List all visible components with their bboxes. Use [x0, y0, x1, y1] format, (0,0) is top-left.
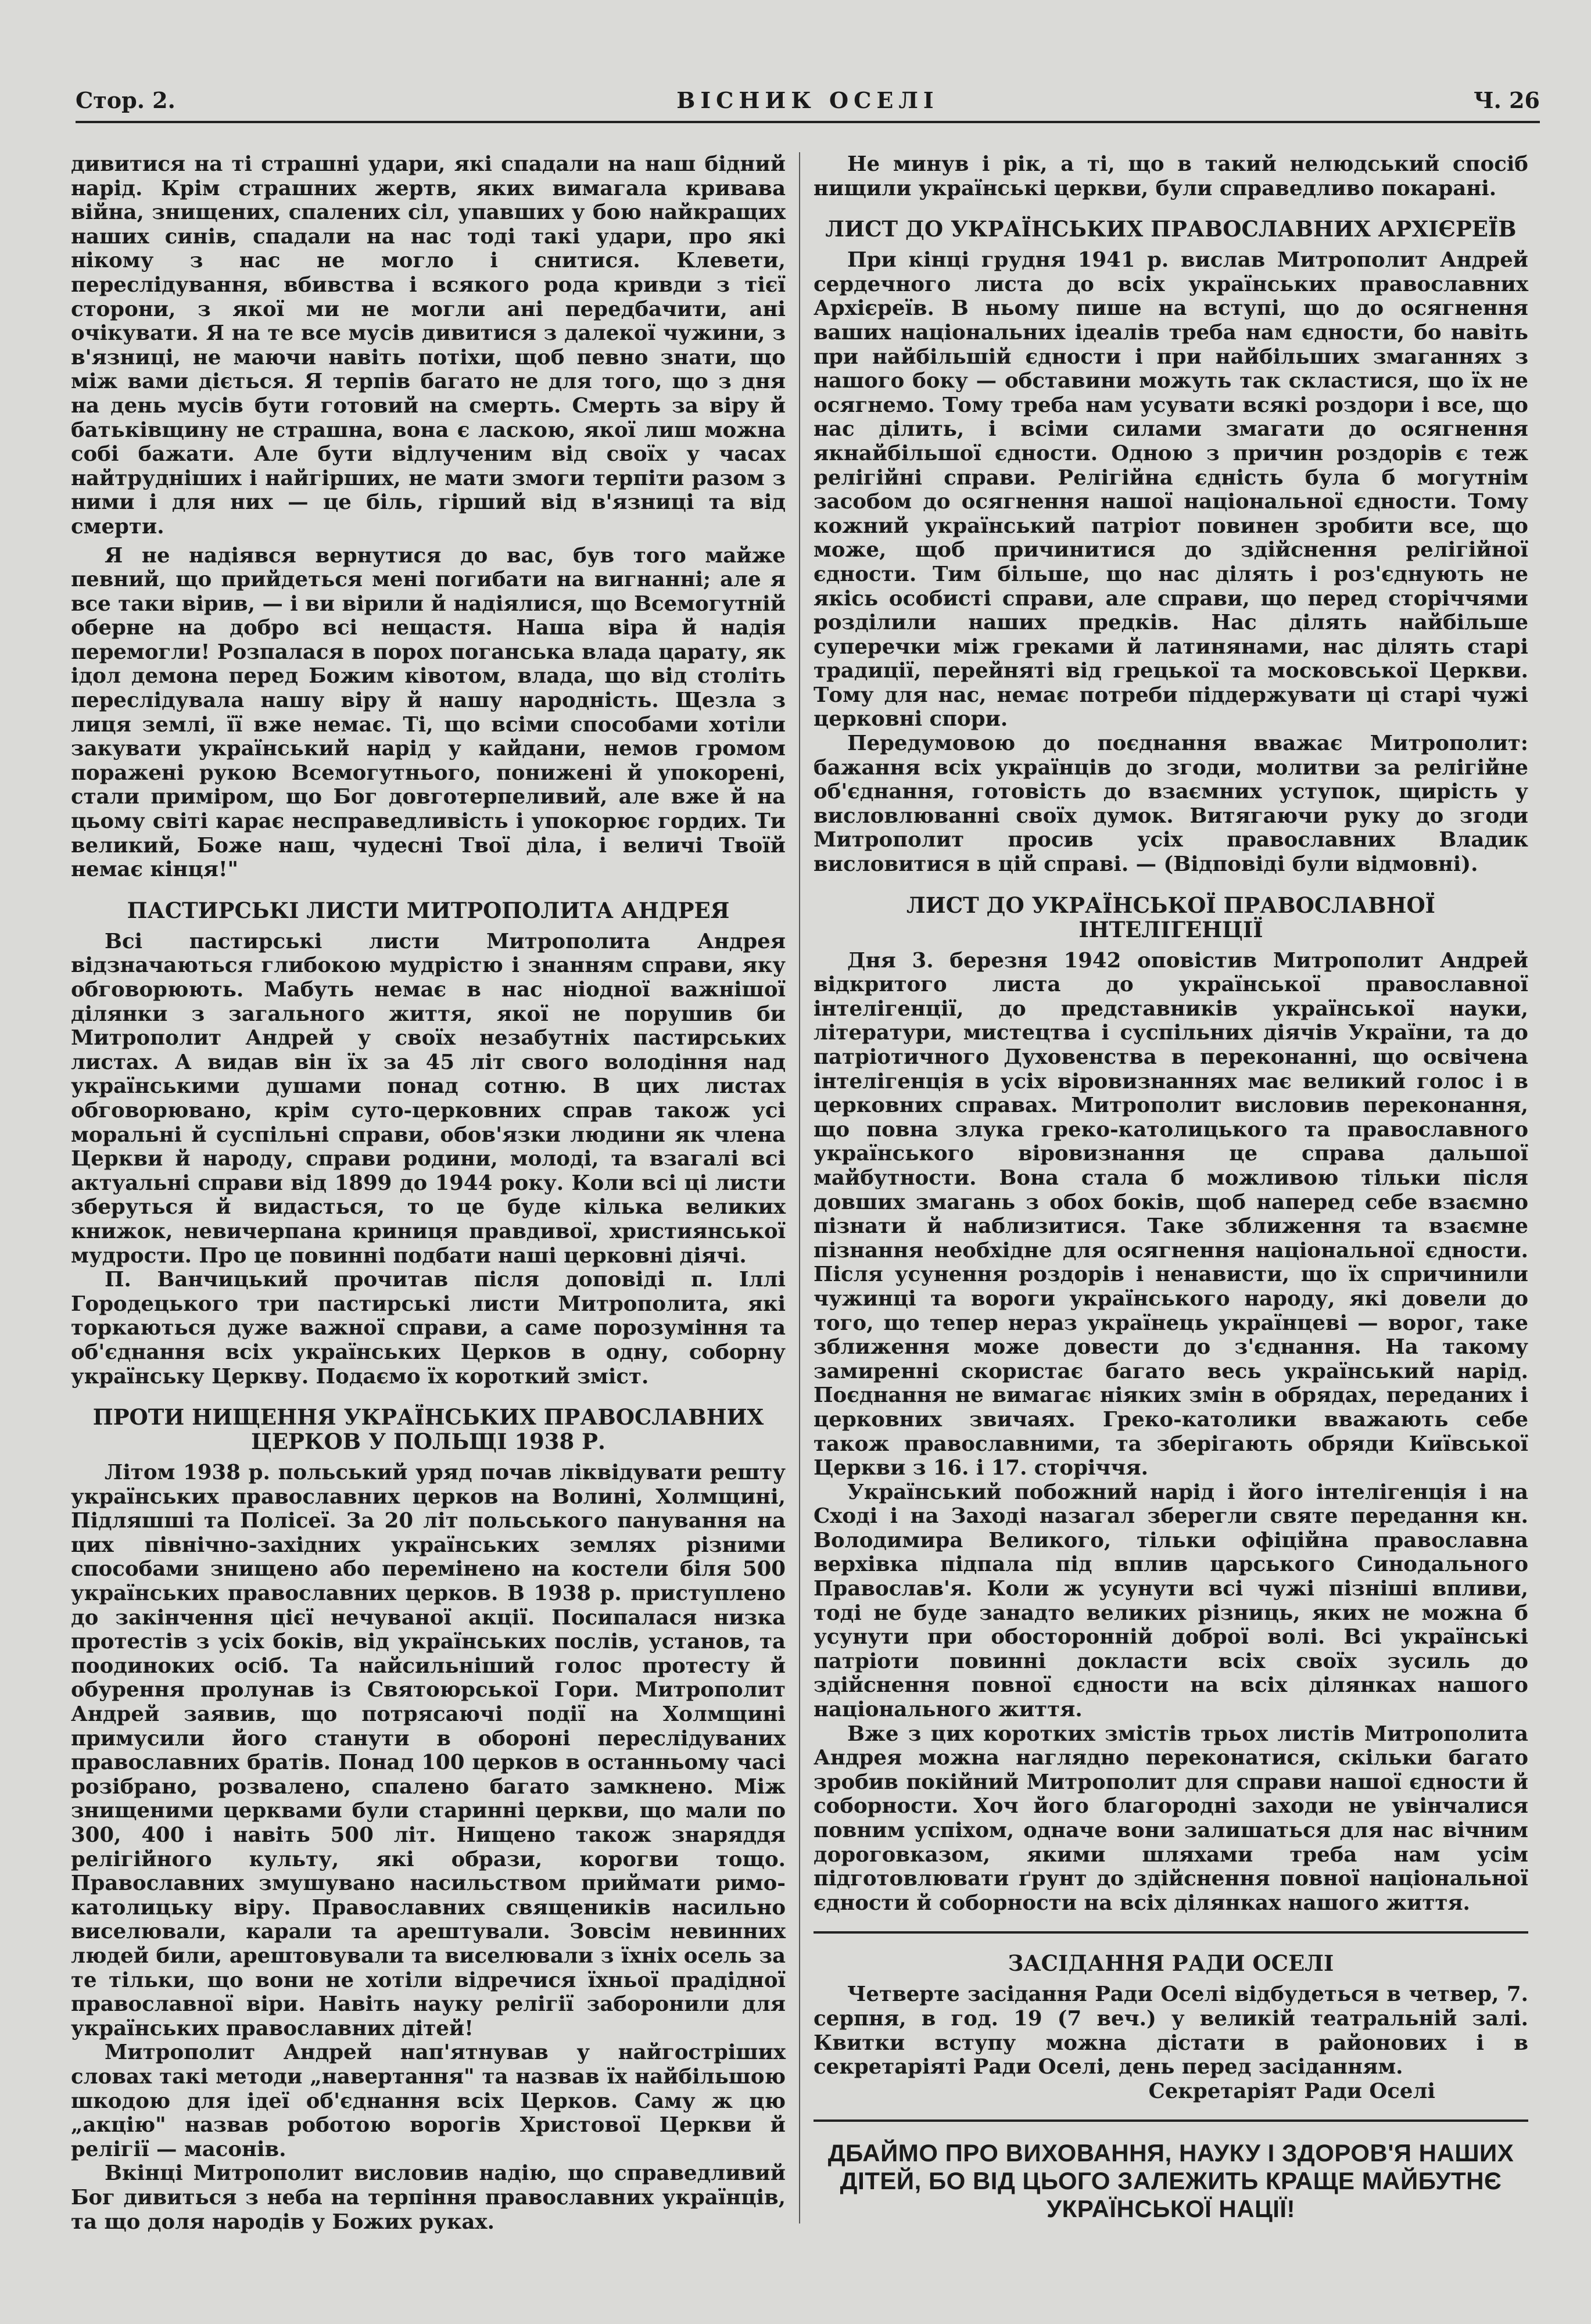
article-paragraph: Вже з цих коротких змістів трьох листів Митрополита Андрея можна наглядно переконатися, скільки багато зробив покійний Митрополит для справи нашої єдности й соборности. Хоч його благородні заходи не увінчалися повним успіхом, одначе вони залишаться для нас вічним дороговказом, якими шляхами треба нам усім підготовлювати ґрунт до здійснення повної національної єдности й соборности на всіх ділянках нашого життя. — [814, 1722, 1528, 1915]
page-number: Стор. 2. — [76, 87, 175, 113]
signature: Секретаріят Ради Оселі — [1148, 2079, 1435, 2103]
article-paragraph: При кінці грудня 1941 р. вислав Митрополит Андрей сердечного листа до всіх українських православних Архієреїв. В ньому пише на вступі, що до осягнення ваших національних ідеалів треба нам єдности, бо навіть при найбільшій єдности і при найбільших змаганнях з нашого боку — обставини можуть так скластися, що їх не осягнемо. Тому треба нам усувати всякі роздори і все, що нас ділить, і всіми силами змагати до осягнення якнайбільшої єдности. Одною з причин роздорів є теж релігійні справи. Релігійна єдність була б могутнім засобом до осягнення нашої національної єдности. Тому кожний український патріот повинен зробити все, що може, щоб причинитися до здійснення релігійної єдности. Тим більше, що нас ділять і роз'єднують не якісь особисті справи, але справи, що перед сторіччями розділили наших предків. Нас ділять найбільше суперечки між греками й латинянами, нас ділять старі традиції, перейняті від грецької та московської Церкви. Тому для нас, немає потреби піддержувати ці старі чужі церковні спори. — [814, 248, 1528, 731]
article-paragraph: Не минув і рік, а ті, що в такий нелюдський спосіб нищили українські церкви, були справедливо покарані. — [814, 152, 1528, 200]
section-heading-pastyrski-lysty: ПАСТИРСЬКІ ЛИСТИ МИТРОПОЛИТА АНДРЕЯ — [127, 897, 730, 923]
article-paragraph: Митрополит Андрей нап'ятнував у найгостріших словах такі методи „навертання" та назвав їх найбільшою шкодою для ідеї об'єднання всіх Церков. Саму ж цю „акцію" назвав роботою ворогів Христової Церкви й релігії — масонів. — [71, 2040, 786, 2161]
section-rule — [814, 2119, 1528, 2122]
article-paragraph: дивитися на ті страшні удари, які спадали на наш бідний нарід. Крім страшних жертв, яких вимагала кривава війна, знищених, спалених сіл, упавших у бою найкращих наших синів, спадали на нас тоді такі удари, про які нікому з нас не могло і снитися. Клевети, переслідування, вбивства і всякого рода кривди з тієї сторони, з якої ми не могли ані передбачити, ані очікувати. Я на те все мусів дивитися з далекої чужини, з в'язниці, не маючи навіть потіхи, щоб певно знати, що між вами діється. Я терпів багато не для того, що з дня на день мусів бути готовий на смерть. Смерть за віру й батьківщину не страшна, вона є ласкою, якої лиш можна собі бажати. Але бути відлученим від своїх у часах найтрудніших і найгірших, не мати змоги терпіти разом з ними і для них — це біль, гірший від в'язниці та від смерти. — [71, 152, 786, 539]
newspaper-title: ВІСНИК ОСЕЛІ — [676, 87, 939, 113]
slogan: ДБАЙМО ПРО ВИХОВАННЯ, НАУКУ І ЗДОРОВ'Я НАШИХ ДІТЕЙ, БО ВІД ЦЬОГО ЗАЛЕЖИТЬ КРАЩЕ МАЙБУТНЄ УКРАЇНСЬКОЇ НАЦІЇ! — [827, 2139, 1514, 2223]
announcement-paragraph: Четверте засідання Ради Оселі відбудеться в четвер, 7. серпня, в год. 19 (7 веч.) у великій театральній залі. Квитки вступу можна дістати в районових і в секретаріяті Ради Оселі, день перед засіданням. — [814, 1982, 1528, 2079]
section-heading-zasidannia: ЗАСІДАННЯ РАДИ ОСЕЛІ — [1008, 1950, 1334, 1977]
article-paragraph: Літом 1938 р. польський уряд почав ліквідувати решту українських православних церков на Волині, Холмщині, Підляшші та Полісеї. За 20 літ польського панування на цих північно-західних українських землях різними способами знищено або перемінено на костели біля 500 українських православних церков. В 1938 р. приступлено до закінчення цієї нечуваної акції. Посипалася низка протестів з усіх боків, від українських послів, установ, та поодиноких осіб. Та найсильніший голос протесту й обурення пролунав із Святоюрської Гори. Митрополит Андрей заявив, що потрясаючі події на Холмщині примусили його станути в обороні переслідуваних православних братів. Понад 100 церков в останньому часі розібрано, розвалено, спалено багато замкнено. Між знищеними церквами були старинні церкви, що мали по 300, 400 і навіть 500 літ. Нищено також знаряддя релігійного культу, які образи, корогви тощо. Православних змушувано насильством приймати римо-католицьку віру. Православних священиків насильно виселювали, карали та арештували. Зовсім невинних людей били, арештовували та виселювали з їхніх осель за те тільки, що вони не хотіли відречися їхньої прадідної православної віри. Навіть науку релігії заборонили для українських православних дітей! — [71, 1461, 786, 2040]
article-paragraph: Вкінці Митрополит висловив надію, що справедливий Бог дивиться з неба на терпіння православних українців, та що доля народів у Божих руках. — [71, 2161, 786, 2234]
article-paragraph: Я не надіявся вернутися до вас, був того майже певний, що прийдеться мені погибати на вигнанні; але я все таки вірив, — і ви вірили й надіялися, що Всемогутній оберне на добро всі нещастя. Наша віра й надія перемогли! Розпалася в порох поганська влада царату, як ідол демона перед Божим ківотом, влада, що від століть переслідувала нашу віру й нашу народність. Щезла з лиця землі, її вже немає. Ті, що всіми способами хотіли закувати український нарід у кайдани, немов громом поражені рукою Всемогутнього, понижені й упокорені, стали приміром, що Бог довготерпеливий, але вже й на цьому світі карає несправедливість і упокорює гордих. Ти великий, Боже наш, чудесні Твої діла, і величі Твоїй немає кінця!" — [71, 543, 786, 882]
section-heading-proty-nyshchennia: ПРОТИ НИЩЕННЯ УКРАЇНСЬКИХ ПРАВОСЛАВНИХ ЦЕРКОВ У ПОЛЬЩІ 1938 Р. — [92, 1404, 764, 1455]
section-heading-lyst-arkhiyereiv: ЛИСТ ДО УКРАЇНСЬКИХ ПРАВОСЛАВНИХ АРХІЄРЕЇВ — [825, 216, 1517, 242]
article-paragraph: Дня 3. березня 1942 оповістив Митрополит Андрей відкритого листа до української православної інтелігенції, до представників української науки, літератури, мистецтва і суспільних діячів України, та до патріотичного Духовенства в переконанні, що освічена інтелігенція в усіх віровизнаннях має великий голос і в церковних справах. Митрополит висловив переконання, що повна злука греко-католицького та православного українського віровизнання це справа дальшої майбутности. Вона стала б можливою тільки після довших змагань з обох боків, щоб наперед себе взаємно пізнати й наблизитися. Таке зближення та взаємне пізнання необхідне для осягнення національної єдности. Після усунення роздорів і ненависти, що їх спричинили чужинці та вороги українського народу, які довели до того, що тепер нераз українець українцеві — ворог, таке зближення може довести до з'єднання. На такому замиренні скористає багато весь український нарід. Поєднання не вимагає ніяких змін в обрядах, переданих і церковних звичаях. Греко-католики вважають себе також православними, та зберігають обряди Київської Церкви з 16. і 17. сторіччя. — [814, 948, 1528, 1480]
right-column — [814, 152, 1528, 2223]
issue-number: Ч. 26 — [1473, 87, 1540, 113]
section-heading-lyst-intelihentsii: ЛИСТ ДО УКРАЇНСЬКОЇ ПРАВОСЛАВНОЇ ІНТЕЛІГЕНЦІЇ — [906, 892, 1435, 942]
article-paragraph: Передумовою до поєднання вважає Митрополит: бажання всіх українців до згоди, молитви за релігійне об'єднання, готовість до взаємних уступок, щирість у висловлюванні своїх думок. Витягаючи руку до згоди Митрополит просив усіх православних Владик висловитися в цій справі. — (Відповіді були відмовні). — [814, 731, 1528, 877]
article-paragraph: П. Ванчицький прочитав після доповіді п. Іллі Городецького три пастирські листи Митрополита, які торкаються дуже важної справи, а саме порозуміння та об'єднання всіх українських Церков в одну, соборну українську Церкву. Подаємо їх короткий зміст. — [71, 1268, 786, 1389]
article-paragraph: Всі пастирські листи Митрополита Андрея відзначаються глибокою мудрістю і знанням справи, яку обговорюють. Мабуть немає в нас ніодної важнішої ділянки з загального життя, якої не порушив би Митрополит Андрей у своїх незабутніх пастирських листах. А видав він їх за 45 літ свого володіння над українськими душами понад сотню. В цих листах обговорювано, крім суто-церковних справ також усі моральні й суспільні справи, обов'язки людини як члена Церкви й народу, справи родини, молоді, та взагалі всі актуальні справи від 1899 до 1944 року. Коли всі ці листи зберуться й видасться, то це буде кілька великих книжок, невичерпана криниця правдивої, християнської мудрости. Про це повинні подбати наші церковні діячі. — [71, 929, 786, 1268]
column-divider — [799, 152, 800, 2223]
page-header — [76, 87, 1540, 122]
section-rule — [814, 1931, 1528, 1934]
left-column — [71, 152, 786, 2234]
header-rule — [76, 121, 1540, 123]
article-paragraph: Український побожний нарід і його інтелігенція і на Сході і на Заході назагал зберегли святе передання кн. Володимира Великого, тільки офіційна православна верхівка підпала під вплив царського Синодального Православ'я. Коли ж усунути всі чужі пізніші впливи, тоді не буде занадто великих різниць, яких не можна б усунути при обосторонній доброї волі. Всі українські патріоти повинні докласти всіх своїх зусиль до здійснення повної єдности на всіх ділянках нашого національного життя. — [814, 1480, 1528, 1722]
